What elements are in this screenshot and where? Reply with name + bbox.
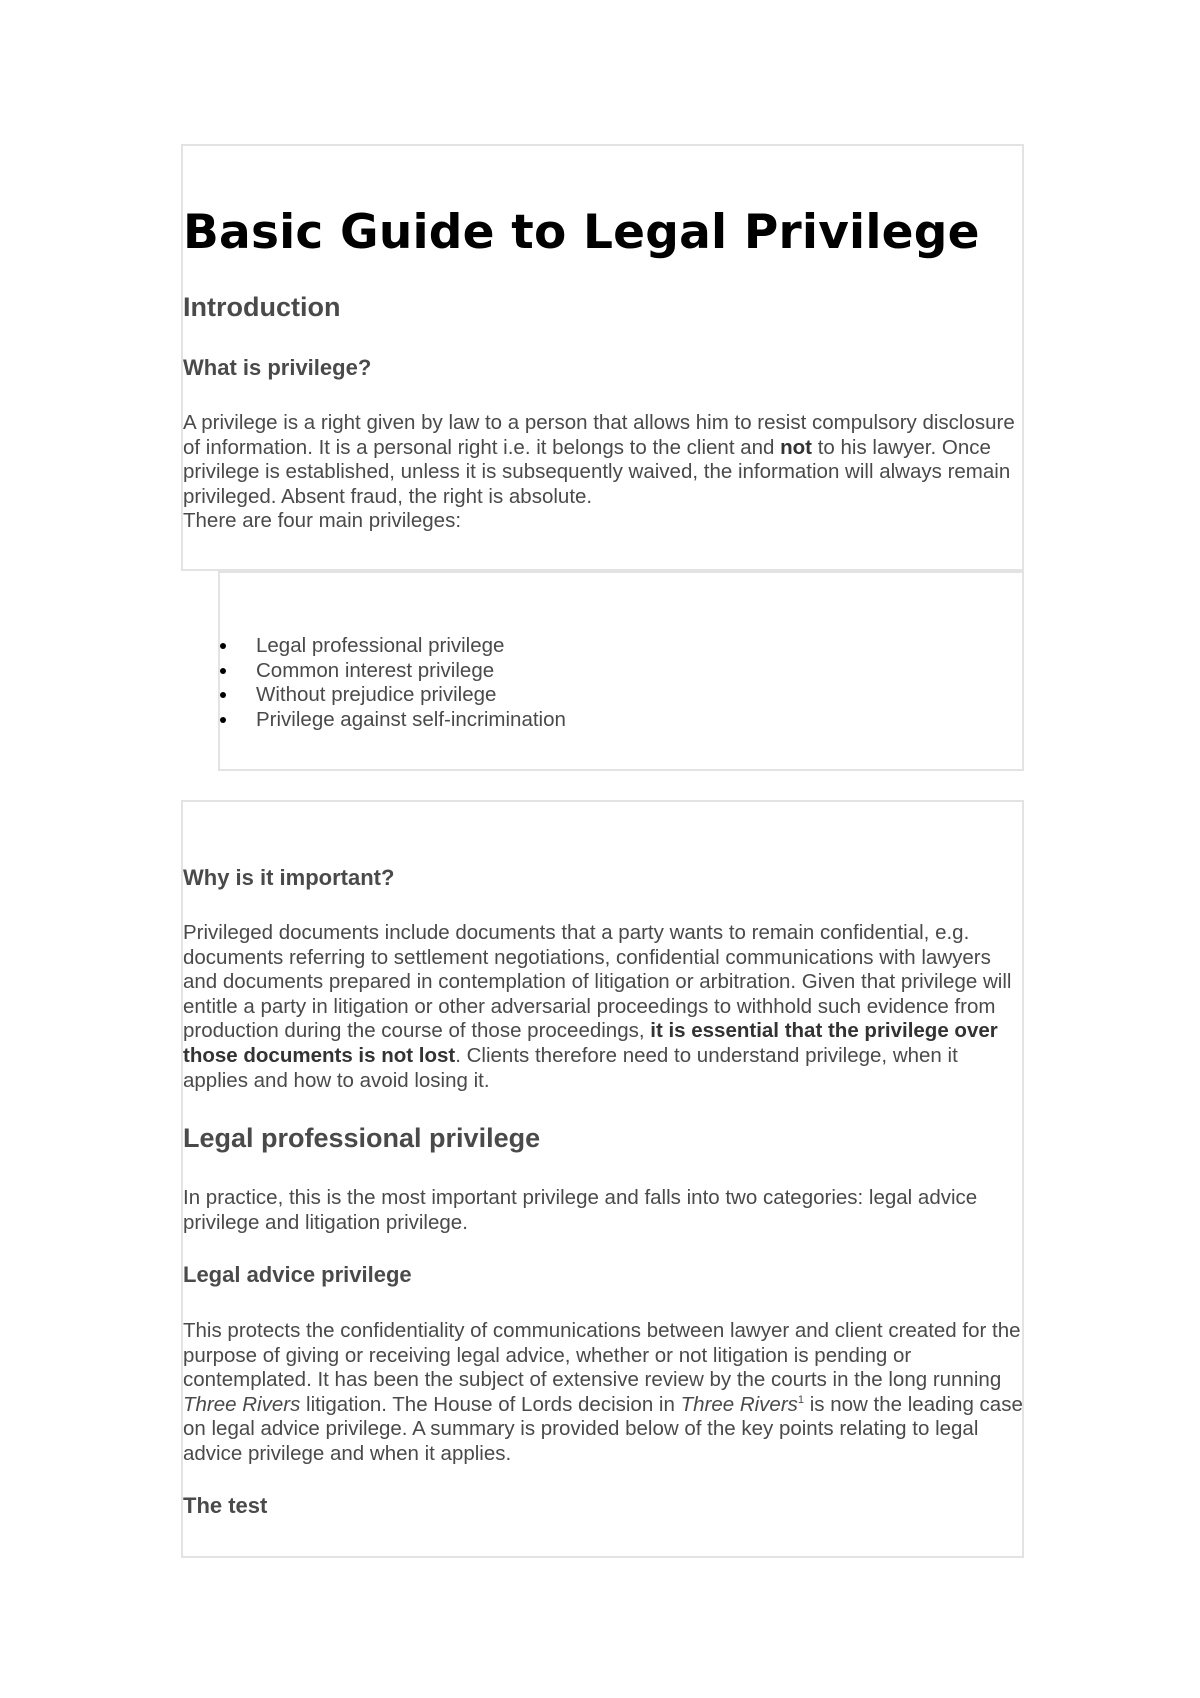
- definition-bold-not: not: [780, 435, 812, 459]
- importance-paragraph: [183, 921, 1023, 1093]
- lap-text-1: This protects the confidentiality of communications between lawyer and client created for the purpose of giving or receiving legal advice, whether or not litigation is pending or contemplated. It has been the subject of extensive review by the courts in the long running: [183, 1319, 1021, 1392]
- privileges-list: [218, 634, 566, 732]
- four-privileges-intro: There are four main privileges:: [183, 509, 462, 533]
- why-important-heading: Why is it important?: [183, 865, 395, 890]
- what-is-privilege-heading: What is privilege?: [183, 355, 372, 380]
- list-item: [218, 683, 566, 708]
- bullet-icon: [220, 717, 226, 723]
- importance-bold-text: it is essential that the privilege over those documents is not lost: [183, 1019, 998, 1067]
- lap-text-3: is now the leading case on legal advice privilege. A summary is provided below of the key points relating to legal advice privilege and when it applies.: [183, 1392, 1023, 1465]
- legal-professional-privilege-heading: Legal professional privilege: [183, 1123, 541, 1153]
- list-item: [218, 659, 566, 684]
- legal-advice-privilege-heading: Legal advice privilege: [183, 1262, 412, 1287]
- list-item: [218, 708, 566, 733]
- list-item-label: Privilege against self-incrimination: [256, 707, 566, 731]
- lap-text-2: litigation. The House of Lords decision in: [300, 1392, 681, 1416]
- list-item-label: Common interest privilege: [256, 658, 495, 682]
- footnote-marker[interactable]: 1: [797, 1393, 805, 1406]
- definition-text-1: A privilege is a right given by law to a person that allows him to resist compulsory disclosure of information. It is a personal right i.e. it belongs to the client and: [183, 411, 1015, 459]
- list-item-label: Legal professional privilege: [256, 634, 505, 657]
- bullet-icon: [220, 643, 226, 649]
- legal-advice-paragraph: [183, 1319, 1023, 1467]
- three-rivers-italic-2: Three Rivers: [680, 1392, 798, 1416]
- privilege-definition-paragraph: [183, 411, 1023, 534]
- lpp-paragraph: In practice, this is the most important privilege and falls into two categories: legal advice privilege and litigation privilege.: [183, 1186, 978, 1234]
- importance-text-1: Privileged documents include documents that a party wants to remain confidential, e.g. documents referring to settlement negotiations, confidential communications with lawyers and documents prepared in contemplation of litigation or arbitration. Given that privilege will entitle a party in litigation or other adversarial proceedings to withhold such evidence from production during the course of those proceedings,: [183, 921, 1012, 1043]
- the-test-heading: The test: [183, 1493, 268, 1518]
- definition-text-2: to his lawyer. Once privilege is established, unless it is subsequently waived, the information will always remain privileged. Absent fraud, the right is absolute.: [183, 435, 1011, 508]
- bullet-icon: [220, 692, 226, 698]
- list-item-label: Without prejudice privilege: [256, 683, 497, 707]
- list-item: [218, 634, 566, 659]
- bullet-icon: [220, 668, 226, 674]
- document-title: Basic Guide to Legal Privilege: [183, 205, 980, 260]
- introduction-heading: Introduction: [183, 292, 341, 322]
- three-rivers-italic-1: Three Rivers: [183, 1392, 301, 1416]
- importance-text-2: . Clients therefore need to understand privilege, when it applies and how to avoid losing it.: [183, 1043, 958, 1092]
